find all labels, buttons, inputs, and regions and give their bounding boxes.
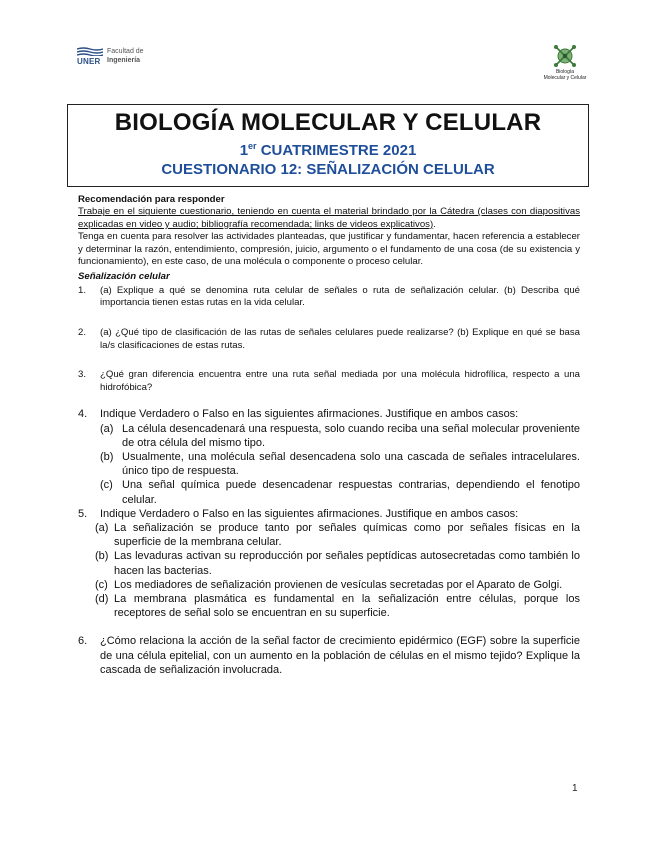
question-text: Indique Verdadero o Falso en las siguientes afirmaciones. Justifique en ambos casos: (100, 408, 519, 421)
term-line (68, 137, 588, 160)
uner-logo (77, 47, 157, 69)
item-text: Los mediadores de señalización provienen de vesículas secretadas por el Aparato de Golgi. (114, 578, 563, 591)
question-5-item-d (95, 592, 580, 620)
bio-logo-caption-2: Molecular y Celular (543, 75, 587, 81)
item-label: (c) (100, 479, 113, 492)
recommendation-intro (78, 206, 580, 231)
question-3 (78, 369, 580, 394)
item-text: La membrana plasmática es fundamental en la señalización entre células, porque los receptores de señal solo se encuentran en su superficie. (114, 593, 580, 620)
question-5-item-c (95, 578, 580, 592)
question-1 (78, 285, 580, 310)
question-number: 5. (78, 507, 88, 520)
item-text: Usualmente, una molécula señal desencadena solo una cascada de señales intracelulares. único tipo de respuesta. (122, 451, 580, 478)
section-title: Señalización celular (78, 271, 170, 283)
question-4-item-a (100, 422, 580, 450)
item-label: (a) (100, 422, 114, 435)
uner-faculty-line1: Facultad de (107, 48, 144, 55)
document-body (78, 194, 580, 677)
item-label: (b) (95, 550, 109, 563)
question-5-item-a (95, 521, 580, 549)
question-5-item-b (95, 549, 580, 577)
page-number: 1 (572, 783, 578, 794)
question-number: 3. (78, 369, 87, 381)
bio-logo-caption-1: Biología (555, 69, 575, 75)
item-label: (c) (95, 578, 108, 591)
dna-cell-icon (552, 43, 578, 69)
course-title: BIOLOGÍA MOLECULAR Y CELULAR (114, 109, 542, 136)
question-4-item-b (100, 450, 580, 478)
recommendation-paragraph: Tenga en cuenta para resolver las actividades planteadas, que justificar y fundamentar, hacen referencia a establecer y determinar la razón, entendimiento, compresión, juicio, argumento o el fundamento de una cosa (de su existencia y funcionamiento), en este caso, de una molécula o componente o proceso celular. (78, 231, 580, 268)
title-box (67, 104, 589, 187)
question-4-item-c (100, 478, 580, 506)
term-number: 1 (239, 142, 249, 159)
waves-icon (77, 47, 103, 56)
item-text: Una señal química puede desencadenar respuestas contrarias, dependiendo el fenotipo celular. (122, 479, 580, 506)
uner-faculty-line2: Ingeniería (107, 57, 141, 64)
question-number: 2. (78, 327, 87, 339)
question-number: 1. (78, 284, 87, 296)
recommendation-period: . (433, 218, 436, 230)
item-label: (a) (95, 522, 109, 535)
term-rest: CUATRIMESTRE 2021 (256, 142, 417, 159)
question-text: Indique Verdadero o Falso en las siguientes afirmaciones. Justifique en ambos casos: (100, 507, 519, 520)
question-text: ¿Qué gran diferencia encuentra entre una ruta señal mediada por una molécula hidrofílica, respecto a una hidrofóbica? (100, 369, 580, 393)
question-text: (a) ¿Qué tipo de clasificación de las rutas de señales celulares puede realizarse? (b) Explique en qué se basa la/s clasificaciones de estas rutas. (100, 327, 580, 351)
recommendation-underlined: Trabaje en el siguiente cuestionario, teniendo en cuenta el material brindado por la Cátedra (clases con diapositivas explicadas en video y audio; bibliografía recomendada; links de videos explicativos) (78, 206, 580, 230)
question-2 (78, 327, 580, 352)
recommendation-title: Recomendación para responder (78, 194, 225, 205)
question-5 (78, 507, 580, 521)
term-superscript: er (248, 141, 257, 151)
item-text: La célula desencadenará una respuesta, solo cuando reciba una señal molecular proveniente de otra célula del mismo tipo. (122, 422, 580, 449)
item-label: (d) (95, 593, 109, 606)
uner-acronym: UNER (77, 57, 101, 66)
item-label: (b) (100, 451, 114, 464)
item-text: La señalización se produce tanto por señales químicas como por señales físicas en la superficie de la membrana celular. (114, 522, 580, 549)
question-6 (78, 634, 580, 677)
question-4 (78, 407, 580, 421)
item-text: Las levaduras activan su reproducción por señales peptídicas autosecretadas como también lo hacen las bacterias. (114, 550, 580, 577)
question-number: 6. (78, 635, 88, 648)
question-text: (a) Explique a qué se denomina ruta celular de señales o ruta de señalización celular. (b) Describa qué importancia tienen estas rutas en la vida celular. (100, 284, 580, 309)
questionnaire-title: CUESTIONARIO 12: SEÑALIZACIÓN CELULAR (161, 161, 495, 178)
question-number: 4. (78, 408, 88, 421)
bio-logo (533, 43, 597, 87)
question-text: ¿Cómo relaciona la acción de la señal factor de crecimiento epidérmico (EGF) sobre la superficie de una célula epitelial, con un aumento en la población de células en el mismo tejido? Explique la cascada de señalización involucrada. (100, 635, 580, 676)
